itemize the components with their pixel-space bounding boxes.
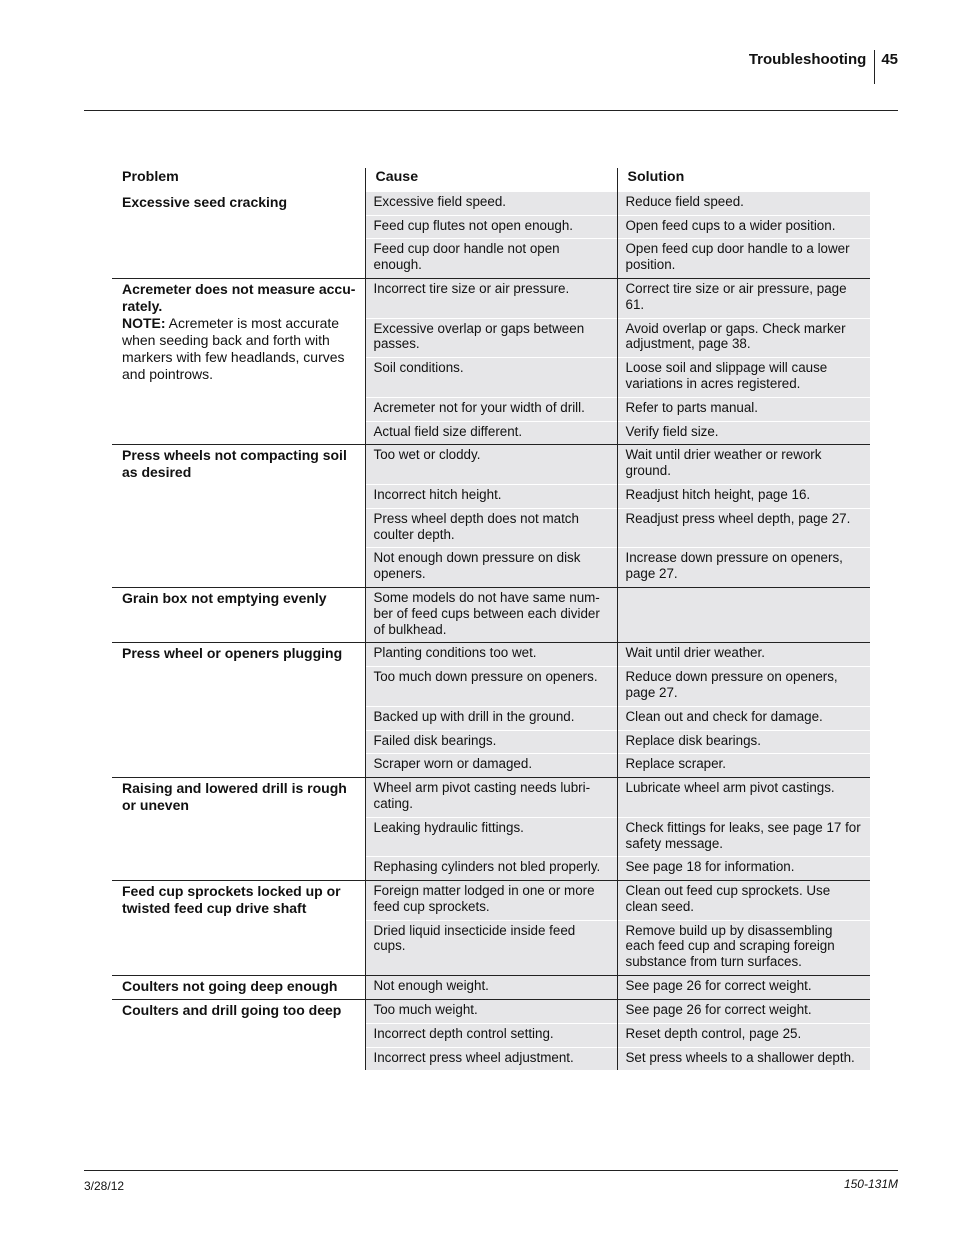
solution-cell: Loose soil and slippage will cause variations in acres registered. — [617, 358, 870, 398]
table-row — [112, 445, 870, 485]
solution-cell: See page 18 for information. — [617, 857, 870, 881]
problem-text: Excessive seed cracking — [122, 193, 288, 210]
problem-text: Press wheels not compacting soil as desired — [122, 447, 347, 481]
problem-text: Feed cup sprockets locked up or twisted feed cup drive shaft — [122, 883, 341, 917]
solution-cell: See page 26 for correct weight. — [617, 976, 870, 1000]
solution-cell: Remove build up by disassembling each feed cup and scraping foreign substance from turn surfaces. — [617, 920, 870, 975]
cause-cell: Failed disk bearings. — [365, 730, 617, 754]
cause-cell: Soil conditions. — [365, 358, 617, 398]
column-header-solution: Solution — [617, 168, 870, 192]
solution-cell: Reset depth control, page 25. — [617, 1023, 870, 1047]
cause-cell: Foreign matter lodged in one or more feed cup sprockets. — [365, 881, 617, 921]
cause-cell: Too much down pressure on openers. — [365, 667, 617, 707]
cause-cell: Planting conditions too wet. — [365, 643, 617, 667]
solution-cell — [617, 587, 870, 642]
cause-cell: Dried liquid insecticide inside feed cups. — [365, 920, 617, 975]
section-title: Troubleshooting — [749, 50, 876, 84]
solution-cell: Reduce down pressure on openers, page 27. — [617, 667, 870, 707]
footer-rule — [84, 1170, 898, 1171]
problem-cell — [112, 278, 365, 444]
cause-cell: Too wet or cloddy. — [365, 445, 617, 485]
table-header-row — [112, 168, 870, 192]
solution-cell: Open feed cup door handle to a lower position. — [617, 239, 870, 279]
table-row — [112, 278, 870, 318]
header-rule — [84, 110, 898, 111]
table-row — [112, 643, 870, 667]
solution-cell: Wait until drier weather or rework ground. — [617, 445, 870, 485]
solution-cell: Set press wheels to a shallower depth. — [617, 1047, 870, 1070]
cause-cell: Some models do not have same num-ber of feed cups between each divider of bulkhead. — [365, 587, 617, 642]
problem-text: Press wheel or openers plugging — [122, 645, 343, 662]
problem-text: Acremeter does not measure accu-rately. — [122, 280, 356, 314]
solution-cell: Replace scraper. — [617, 754, 870, 778]
column-header-problem: Problem — [122, 169, 179, 185]
cause-cell: Incorrect press wheel adjustment. — [365, 1047, 617, 1070]
table-row — [112, 778, 870, 818]
solution-cell: Readjust press wheel depth, page 27. — [617, 508, 870, 548]
cause-cell: Leaking hydraulic fittings. — [365, 817, 617, 857]
problem-cell — [112, 1000, 365, 1071]
footer-date: 3/28/12 — [84, 1179, 125, 1193]
table-row — [112, 976, 870, 1000]
solution-cell: Increase down pressure on openers, page 27. — [617, 548, 870, 588]
problem-text: Coulters not going deep enough — [122, 978, 338, 995]
cause-cell: Incorrect depth control setting. — [365, 1023, 617, 1047]
problem-cell — [112, 643, 365, 778]
table-row — [112, 1000, 870, 1024]
table-row — [112, 881, 870, 921]
problem-text: Coulters and drill going too deep — [122, 1002, 342, 1019]
problem-cell — [112, 976, 365, 1000]
cause-cell: Backed up with drill in the ground. — [365, 706, 617, 730]
cause-cell: Excessive overlap or gaps between passes. — [365, 318, 617, 358]
solution-cell: Refer to parts manual. — [617, 397, 870, 421]
solution-cell: See page 26 for correct weight. — [617, 1000, 870, 1024]
table-row — [112, 192, 870, 215]
solution-cell: Check fittings for leaks, see page 17 for safety message. — [617, 817, 870, 857]
column-header-cause: Cause — [365, 168, 617, 192]
solution-cell: Correct tire size or air pressure, page 61. — [617, 278, 870, 318]
problem-cell — [112, 192, 365, 279]
cause-cell: Too much weight. — [365, 1000, 617, 1024]
troubleshooting-table — [112, 168, 870, 1070]
table-body — [112, 192, 870, 1071]
problem-cell — [112, 445, 365, 588]
cause-cell: Incorrect tire size or air pressure. — [365, 278, 617, 318]
solution-cell: Lubricate wheel arm pivot castings. — [617, 778, 870, 818]
cause-cell: Actual field size different. — [365, 421, 617, 445]
solution-cell: Open feed cups to a wider position. — [617, 215, 870, 239]
cause-cell: Wheel arm pivot casting needs lubri-cating. — [365, 778, 617, 818]
solution-cell: Verify field size. — [617, 421, 870, 445]
cause-cell: Press wheel depth does not match coulter depth. — [365, 508, 617, 548]
footer-doc-number: 150-131M — [843, 1177, 898, 1191]
problem-text: Raising and lowered drill is rough or uneven — [122, 780, 347, 814]
note-label: NOTE: — [122, 314, 166, 331]
solution-cell: Avoid overlap or gaps. Check marker adjustment, page 38. — [617, 318, 870, 358]
page-header — [749, 50, 898, 84]
page-number: 45 — [881, 51, 898, 68]
cause-cell: Not enough weight. — [365, 976, 617, 1000]
solution-cell: Replace disk bearings. — [617, 730, 870, 754]
problem-text: Grain box not emptying evenly — [122, 589, 327, 606]
cause-cell: Feed cup door handle not open enough. — [365, 239, 617, 279]
solution-cell: Clean out and check for damage. — [617, 706, 870, 730]
solution-cell: Readjust hitch height, page 16. — [617, 484, 870, 508]
solution-cell: Clean out feed cup sprockets. Use clean seed. — [617, 881, 870, 921]
cause-cell: Scraper worn or damaged. — [365, 754, 617, 778]
problem-cell — [112, 881, 365, 976]
cause-cell: Feed cup flutes not open enough. — [365, 215, 617, 239]
problem-cell — [112, 778, 365, 881]
cause-cell: Incorrect hitch height. — [365, 484, 617, 508]
table-row — [112, 587, 870, 642]
cause-cell: Excessive field speed. — [365, 192, 617, 215]
problem-cell — [112, 587, 365, 642]
cause-cell: Rephasing cylinders not bled properly. — [365, 857, 617, 881]
cause-cell: Acremeter not for your width of drill. — [365, 397, 617, 421]
cause-cell: Not enough down pressure on disk openers. — [365, 548, 617, 588]
solution-cell: Wait until drier weather. — [617, 643, 870, 667]
note-text: Acremeter is most accurate when seeding back and forth with markers with few headlands, curves and pointrows. — [122, 314, 345, 382]
solution-cell: Reduce field speed. — [617, 192, 870, 215]
